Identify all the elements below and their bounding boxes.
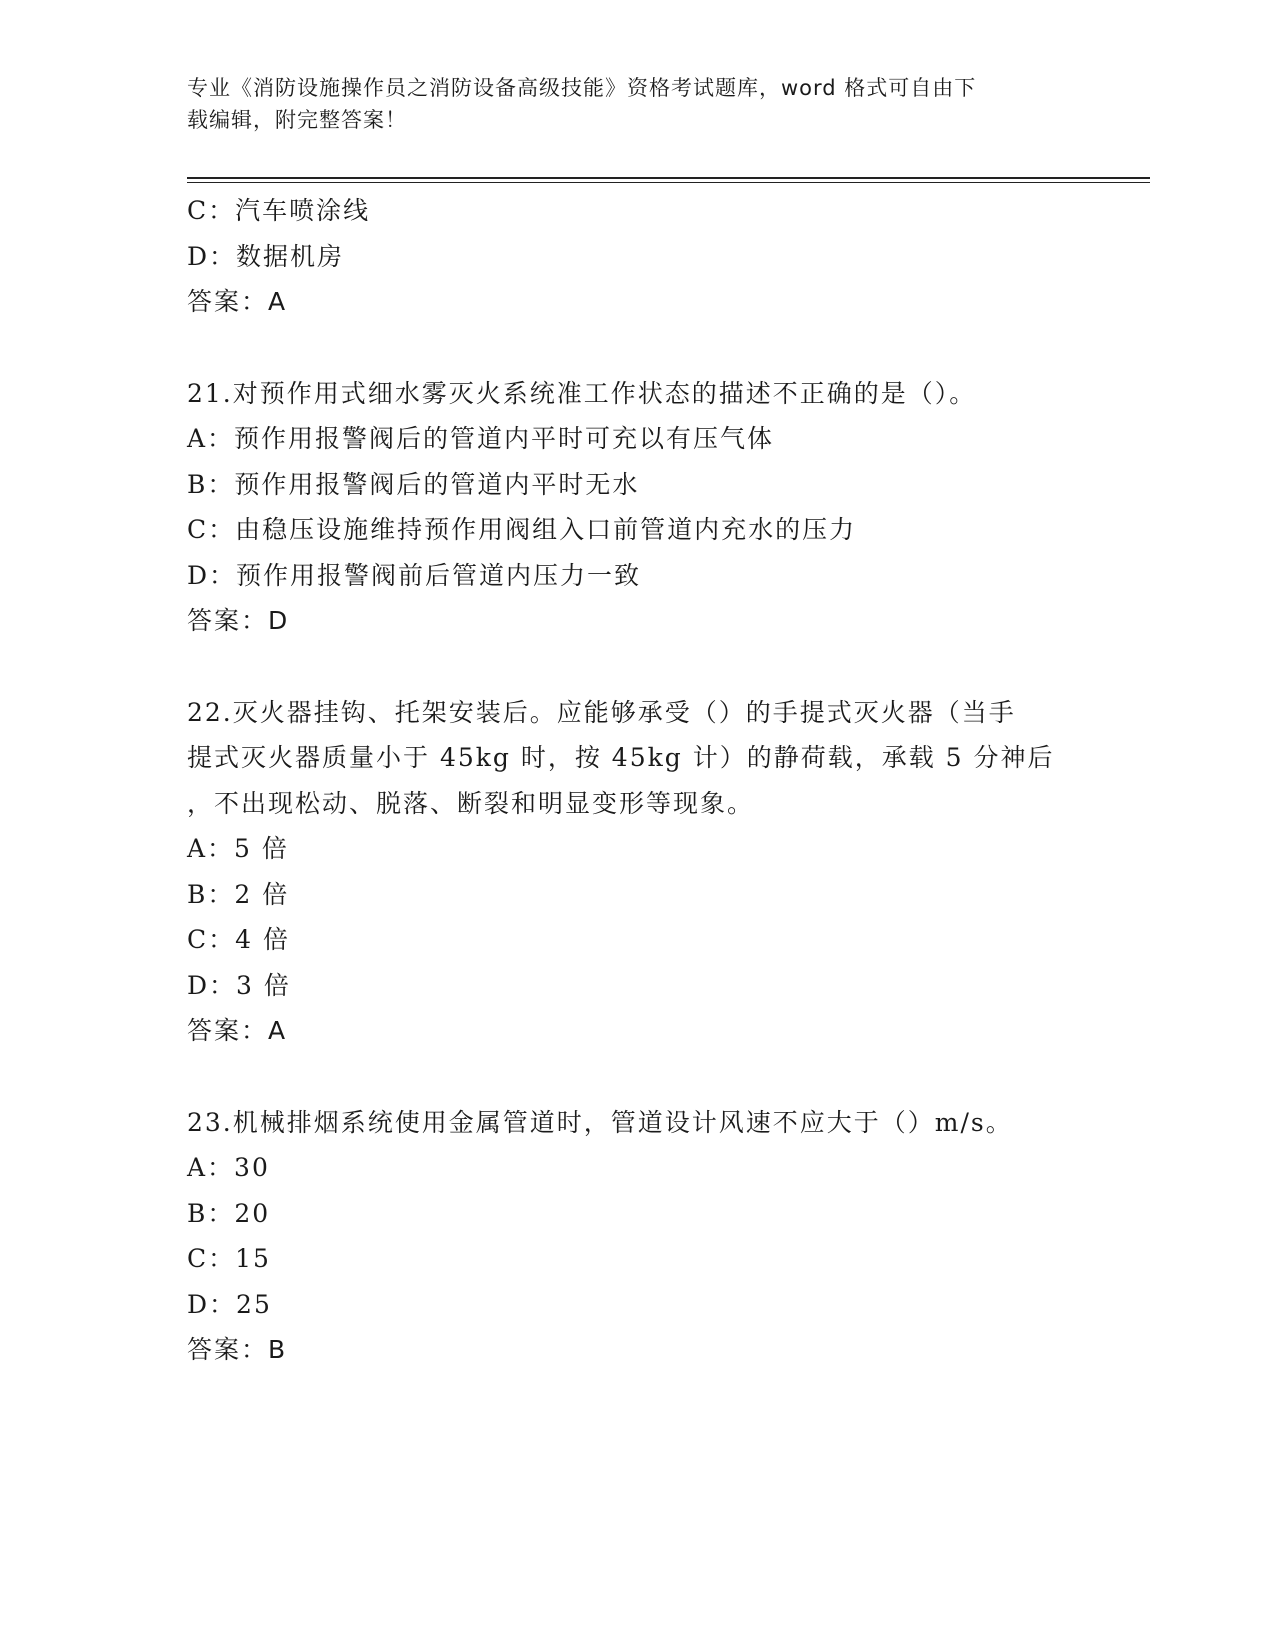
answer: 答案：A	[187, 287, 288, 316]
question-stem: 23.机械排烟系统使用金属管道时，管道设计风速不应大于（）m/s。	[187, 1107, 1013, 1137]
option-a: A：预作用报警阀后的管道内平时可充以有压气体	[187, 424, 775, 453]
question-stem-line-1: 22.灭火器挂钩、托架安装后。应能够承受（）的手提式灭火器（当手	[187, 697, 1016, 727]
question-21	[187, 371, 1087, 644]
option-c: C：由稳压设施维持预作用阀组入口前管道内充水的压力	[187, 515, 857, 544]
option-b: B：预作用报警阀后的管道内平时无水	[187, 469, 640, 499]
answer: 答案：A	[187, 1016, 288, 1045]
answer: 答案：D	[187, 606, 290, 635]
question-stem-line-2: 提式灭火器质量小于 45kg 时，按 45kg 计）的静荷载，承载 5 分神后	[187, 743, 1055, 772]
header-rule-thin	[187, 182, 1150, 183]
option-a: A：30	[187, 1153, 270, 1182]
header-rule-thick	[187, 177, 1150, 179]
question-stem: 21.对预作用式细水雾灭火系统准工作状态的描述不正确的是（）。	[187, 378, 977, 408]
spacer	[187, 644, 1087, 690]
option-c: C：汽车喷涂线	[187, 196, 371, 225]
header-line-2: 载编辑，附完整答案！	[187, 108, 407, 132]
option-d: D：3 倍	[187, 970, 291, 1000]
question-22	[187, 690, 1087, 1054]
option-b: B：20	[187, 1198, 271, 1228]
option-c: C：15	[187, 1244, 271, 1273]
spacer	[187, 1054, 1087, 1100]
question-23	[187, 1100, 1087, 1373]
option-d: D：数据机房	[187, 241, 345, 271]
option-b: B：2 倍	[187, 879, 290, 909]
spacer	[187, 325, 1087, 371]
option-c: C：4 倍	[187, 925, 290, 954]
question-stem-line-3: ，不出现松动、脱落、断裂和明显变形等现象。	[187, 788, 755, 818]
option-d: D：预作用报警阀前后管道内压力一致	[187, 560, 642, 590]
question-list	[187, 188, 1087, 1373]
option-d: D：25	[187, 1289, 272, 1319]
answer: 答案：B	[187, 1335, 288, 1364]
previous-question-tail	[187, 188, 1087, 325]
header-line-1: 专业《消防设施操作员之消防设备高级技能》资格考试题库，word 格式可自由下	[187, 76, 977, 100]
document-header	[187, 72, 1067, 136]
option-a: A：5 倍	[187, 834, 289, 863]
